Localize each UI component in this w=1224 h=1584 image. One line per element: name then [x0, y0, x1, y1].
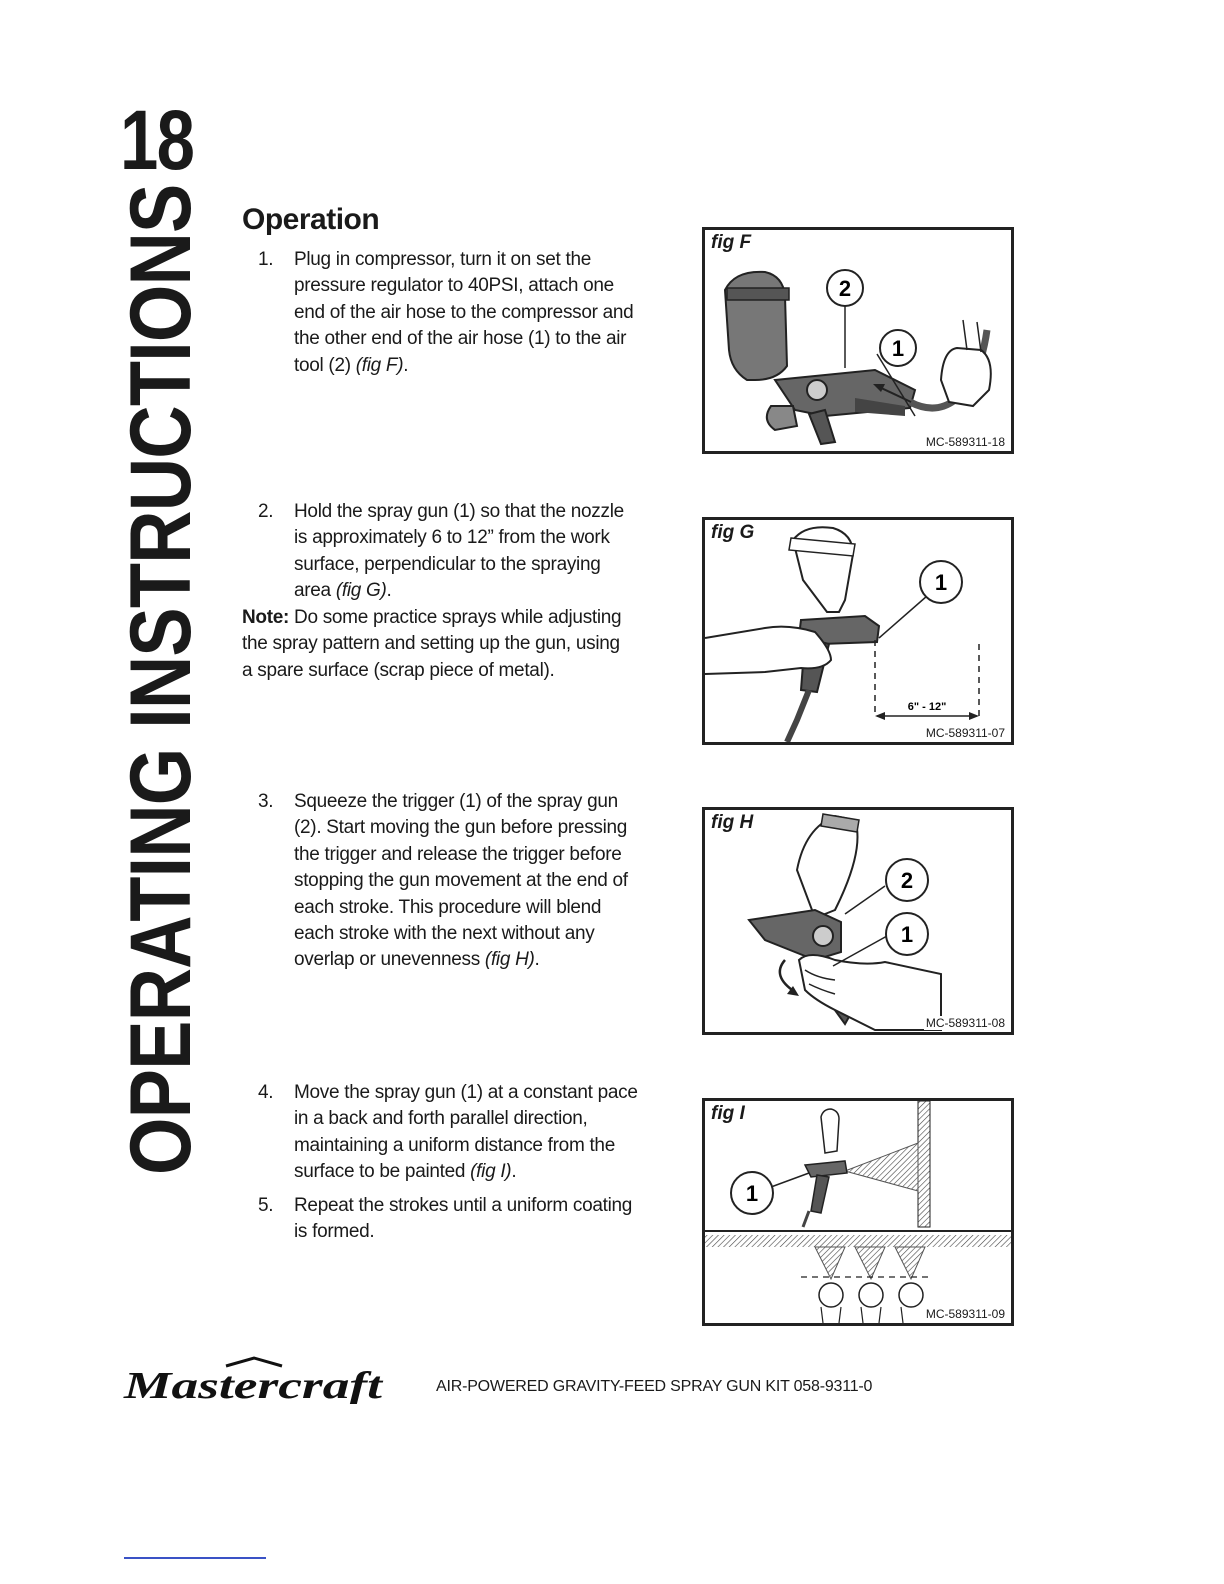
- side-title: [113, 23, 209, 1175]
- brand-logo: [122, 1356, 386, 1409]
- callout-1: 1: [900, 922, 914, 947]
- note-label: Note:: [242, 607, 290, 628]
- figure-reference: (fig G): [335, 580, 387, 602]
- figure-label: fig G: [711, 522, 755, 543]
- step-2: 2. Hold the spray gun (1) so that the nozzle is approximately 6 to 12” from the work surface, perpendicular to the spraying area (fig G).: [258, 501, 624, 602]
- bottom-rule: [124, 1557, 266, 1559]
- step-number: 2.: [258, 501, 274, 522]
- figure-label: fig F: [711, 232, 752, 253]
- figure-label: fig I: [711, 1103, 745, 1124]
- spray-gun-hose-illustration: [705, 230, 1011, 451]
- mastercraft-logo: [122, 1356, 386, 1404]
- step-text: Squeeze the trigger (1) of the spray gun (2). Start moving the gun before pressing the trigger and release the trigger before stopping the gun movement at the end of each stroke. This procedure will blend each stroke with the next without any overlap or unevenness: [294, 791, 628, 971]
- brand-name: Mastercraft: [122, 1365, 385, 1404]
- note-text: Do some practice sprays while adjusting the spray pattern and setting up the gun, using a spare surface (scrap piece of metal).: [242, 607, 622, 681]
- step-number: 1.: [258, 249, 274, 270]
- step-number: 3.: [258, 791, 274, 812]
- figure-reference: (fig H): [484, 949, 535, 971]
- step-text: Hold the spray gun (1) so that the nozzle is approximately 6 to 12” from the work surface, perpendicular to the spraying area: [294, 501, 624, 602]
- distance-label: 6" - 12": [907, 701, 947, 713]
- figure-h: [702, 807, 1014, 1035]
- callout-1: 1: [934, 570, 948, 595]
- figure-code: MC-589311-18: [925, 435, 1005, 449]
- section-heading: Operation: [242, 203, 380, 236]
- figure-i: [702, 1098, 1014, 1326]
- figure-code: MC-589311-09: [925, 1307, 1005, 1321]
- callout-1: 1: [745, 1181, 759, 1206]
- figure-reference: (fig F): [355, 354, 404, 376]
- footer-product-title: AIR-POWERED GRAVITY-FEED SPRAY GUN KIT 058-9311-0: [436, 1378, 873, 1395]
- figure-code: MC-589311-07: [925, 726, 1005, 740]
- spray-gun-distance-illustration: [705, 520, 1011, 742]
- spray-pattern-illustration: [705, 1101, 1011, 1323]
- figure-f: [702, 227, 1014, 454]
- callout-2: 2: [900, 868, 914, 893]
- step-5: [258, 1193, 638, 1246]
- step-number: 5.: [258, 1195, 274, 1216]
- figure-code: MC-589311-08: [925, 1016, 1005, 1030]
- step-text: Repeat the strokes until a uniform coating is formed.: [294, 1195, 633, 1243]
- step-1: 1. Plug in compressor, turn it on set the pressure regulator to 40PSI, attach one end of the air hose to the compressor and the other end of the air hose (1) to the air tool (2) (fig F).: [258, 249, 634, 376]
- step-4: 4. Move the spray gun (1) at a constant pace in a back and forth parallel direction, maintaining a uniform distance from the surface to be painted (fig I).: [258, 1082, 638, 1183]
- side-title-text: OPERATING INSTRUCTIONS: [113, 184, 209, 1175]
- figure-label: fig H: [711, 812, 754, 833]
- note: [242, 605, 632, 684]
- spray-gun-trigger-illustration: [705, 810, 1011, 1032]
- step-number: 4.: [258, 1082, 274, 1103]
- step-3: 3. Squeeze the trigger (1) of the spray gun (2). Start moving the gun before pressing the trigger and release the trigger before stopping the gun movement at the end of each stroke. This procedure will blend each stroke with the next without any overlap or unevenness (fig H).: [258, 791, 628, 971]
- figure-reference: (fig I): [470, 1161, 512, 1183]
- callout-1: 1: [891, 336, 905, 361]
- step-text: Move the spray gun (1) at a constant pace in a back and forth parallel direction, maintaining a uniform distance from the surface to be painted: [294, 1082, 638, 1183]
- page-number: 18: [120, 93, 194, 187]
- step-text: Plug in compressor, turn it on set the pressure regulator to 40PSI, attach one end of the air hose to the compressor and the other end of the air hose (1) to the air tool (2): [294, 249, 634, 376]
- figure-g: [702, 517, 1014, 745]
- callout-2: 2: [838, 276, 852, 301]
